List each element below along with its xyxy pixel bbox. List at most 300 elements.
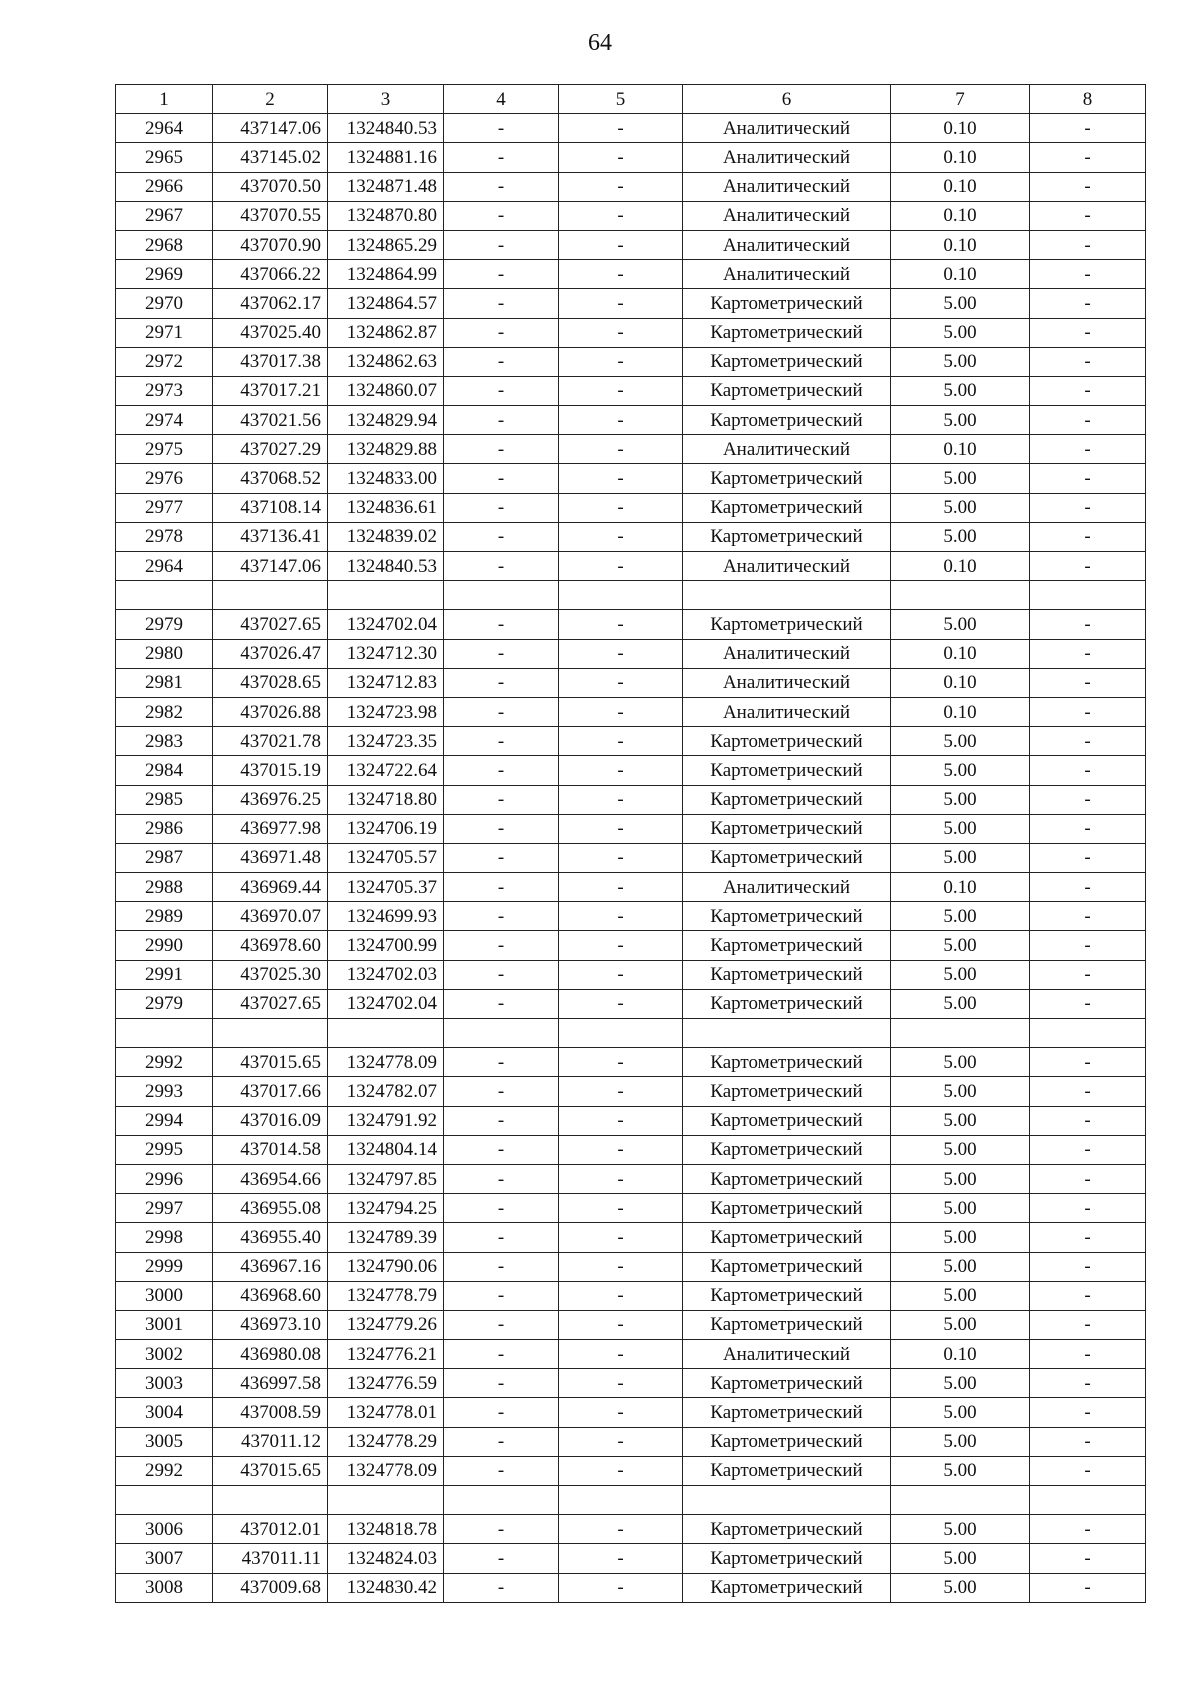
column-header: 2 bbox=[213, 85, 328, 114]
column-8-value: - bbox=[1030, 201, 1146, 230]
column-8-value: - bbox=[1030, 1427, 1146, 1456]
point-number: 2988 bbox=[116, 873, 213, 902]
coordinate-y: 1324700.99 bbox=[328, 931, 444, 960]
accuracy-value bbox=[891, 1019, 1030, 1048]
column-5-value: - bbox=[559, 493, 683, 522]
point-number: 2975 bbox=[116, 435, 213, 464]
column-5-value: - bbox=[559, 1252, 683, 1281]
coordinate-x: 437015.65 bbox=[213, 1048, 328, 1077]
column-4-value: - bbox=[444, 318, 559, 347]
method-value: Картометрический bbox=[683, 1427, 891, 1456]
column-5-value: - bbox=[559, 1223, 683, 1252]
column-4-value: - bbox=[444, 873, 559, 902]
point-number: 2981 bbox=[116, 668, 213, 697]
coordinate-y bbox=[328, 1486, 444, 1515]
coordinate-x: 437021.78 bbox=[213, 727, 328, 756]
column-5-value: - bbox=[559, 406, 683, 435]
method-value: Картометрический bbox=[683, 843, 891, 872]
column-4-value: - bbox=[444, 785, 559, 814]
coordinate-y: 1324871.48 bbox=[328, 172, 444, 201]
coordinate-y bbox=[328, 581, 444, 610]
accuracy-value: 0.10 bbox=[891, 230, 1030, 259]
column-5-value: - bbox=[559, 1106, 683, 1135]
accuracy-value: 5.00 bbox=[891, 1456, 1030, 1485]
accuracy-value: 5.00 bbox=[891, 1573, 1030, 1602]
coordinate-y: 1324865.29 bbox=[328, 230, 444, 259]
table-row bbox=[116, 1544, 1146, 1573]
column-8-value: - bbox=[1030, 697, 1146, 726]
accuracy-value: 5.00 bbox=[891, 1164, 1030, 1193]
table-row bbox=[116, 1456, 1146, 1485]
column-4-value: - bbox=[444, 1398, 559, 1427]
column-5-value: - bbox=[559, 610, 683, 639]
coordinate-y: 1324818.78 bbox=[328, 1515, 444, 1544]
table-row bbox=[116, 347, 1146, 376]
column-4-value: - bbox=[444, 931, 559, 960]
column-5-value: - bbox=[559, 756, 683, 785]
point-number: 3005 bbox=[116, 1427, 213, 1456]
point-number: 2995 bbox=[116, 1135, 213, 1164]
coordinate-x: 437012.01 bbox=[213, 1515, 328, 1544]
column-5-value: - bbox=[559, 1369, 683, 1398]
column-5-value: - bbox=[559, 1281, 683, 1310]
column-8-value bbox=[1030, 1486, 1146, 1515]
accuracy-value bbox=[891, 581, 1030, 610]
method-value: Аналитический bbox=[683, 201, 891, 230]
method-value: Картометрический bbox=[683, 464, 891, 493]
coordinate-x: 437027.65 bbox=[213, 989, 328, 1018]
column-5-value: - bbox=[559, 201, 683, 230]
coordinate-x: 437011.12 bbox=[213, 1427, 328, 1456]
accuracy-value: 5.00 bbox=[891, 1515, 1030, 1544]
coordinate-x: 436977.98 bbox=[213, 814, 328, 843]
accuracy-value: 5.00 bbox=[891, 1252, 1030, 1281]
coordinate-y: 1324776.59 bbox=[328, 1369, 444, 1398]
column-header: 4 bbox=[444, 85, 559, 114]
coordinate-x: 436976.25 bbox=[213, 785, 328, 814]
coordinate-x: 437147.06 bbox=[213, 552, 328, 581]
column-8-value: - bbox=[1030, 172, 1146, 201]
column-8-value: - bbox=[1030, 873, 1146, 902]
method-value: Аналитический bbox=[683, 1340, 891, 1369]
column-4-value: - bbox=[444, 260, 559, 289]
table-row bbox=[116, 1194, 1146, 1223]
method-value: Картометрический bbox=[683, 610, 891, 639]
point-number: 2964 bbox=[116, 114, 213, 143]
column-5-value: - bbox=[559, 1048, 683, 1077]
column-8-value: - bbox=[1030, 989, 1146, 1018]
column-4-value: - bbox=[444, 1048, 559, 1077]
column-8-value: - bbox=[1030, 1515, 1146, 1544]
column-4-value: - bbox=[444, 1427, 559, 1456]
accuracy-value: 5.00 bbox=[891, 1106, 1030, 1135]
accuracy-value: 5.00 bbox=[891, 1310, 1030, 1339]
table-row bbox=[116, 814, 1146, 843]
table-row bbox=[116, 1048, 1146, 1077]
coordinate-x: 437026.88 bbox=[213, 697, 328, 726]
point-number: 2977 bbox=[116, 493, 213, 522]
column-5-value: - bbox=[559, 318, 683, 347]
column-4-value: - bbox=[444, 902, 559, 931]
coordinate-x: 436978.60 bbox=[213, 931, 328, 960]
column-8-value: - bbox=[1030, 1544, 1146, 1573]
coordinate-y: 1324705.37 bbox=[328, 873, 444, 902]
column-5-value: - bbox=[559, 785, 683, 814]
accuracy-value: 5.00 bbox=[891, 522, 1030, 551]
column-8-value: - bbox=[1030, 610, 1146, 639]
column-header: 1 bbox=[116, 85, 213, 114]
column-8-value: - bbox=[1030, 289, 1146, 318]
column-4-value: - bbox=[444, 989, 559, 1018]
column-8-value: - bbox=[1030, 814, 1146, 843]
column-5-value: - bbox=[559, 727, 683, 756]
table-row bbox=[116, 1340, 1146, 1369]
point-number: 2992 bbox=[116, 1456, 213, 1485]
method-value: Аналитический bbox=[683, 143, 891, 172]
column-8-value: - bbox=[1030, 522, 1146, 551]
table-row bbox=[116, 1077, 1146, 1106]
table-row bbox=[116, 1223, 1146, 1252]
accuracy-value: 5.00 bbox=[891, 376, 1030, 405]
point-number: 2979 bbox=[116, 610, 213, 639]
accuracy-value: 5.00 bbox=[891, 756, 1030, 785]
table-row bbox=[116, 610, 1146, 639]
column-8-value: - bbox=[1030, 727, 1146, 756]
accuracy-value: 5.00 bbox=[891, 902, 1030, 931]
point-number: 2984 bbox=[116, 756, 213, 785]
column-5-value: - bbox=[559, 260, 683, 289]
method-value: Картометрический bbox=[683, 785, 891, 814]
coordinate-y: 1324881.16 bbox=[328, 143, 444, 172]
coordinate-y: 1324862.63 bbox=[328, 347, 444, 376]
coordinate-x: 437066.22 bbox=[213, 260, 328, 289]
coordinate-y: 1324778.09 bbox=[328, 1048, 444, 1077]
table-header-row bbox=[116, 85, 1146, 114]
accuracy-value: 5.00 bbox=[891, 1194, 1030, 1223]
point-number: 2966 bbox=[116, 172, 213, 201]
column-5-value: - bbox=[559, 172, 683, 201]
coordinate-x: 437016.09 bbox=[213, 1106, 328, 1135]
coordinate-x: 437062.17 bbox=[213, 289, 328, 318]
column-5-value: - bbox=[559, 1194, 683, 1223]
table-row bbox=[116, 376, 1146, 405]
coordinates-table bbox=[115, 84, 1146, 1603]
column-5-value: - bbox=[559, 289, 683, 318]
method-value: Картометрический bbox=[683, 1106, 891, 1135]
column-8-value: - bbox=[1030, 1223, 1146, 1252]
table-row bbox=[116, 785, 1146, 814]
accuracy-value: 5.00 bbox=[891, 464, 1030, 493]
method-value: Картометрический bbox=[683, 1369, 891, 1398]
coordinate-x: 436954.66 bbox=[213, 1164, 328, 1193]
column-8-value: - bbox=[1030, 1135, 1146, 1164]
accuracy-value: 5.00 bbox=[891, 406, 1030, 435]
coordinate-x: 437015.19 bbox=[213, 756, 328, 785]
method-value: Аналитический bbox=[683, 697, 891, 726]
column-5-value: - bbox=[559, 668, 683, 697]
accuracy-value: 0.10 bbox=[891, 639, 1030, 668]
table-row bbox=[116, 1398, 1146, 1427]
coordinate-y: 1324797.85 bbox=[328, 1164, 444, 1193]
table-row bbox=[116, 727, 1146, 756]
coordinate-x: 437108.14 bbox=[213, 493, 328, 522]
column-8-value: - bbox=[1030, 260, 1146, 289]
table-row bbox=[116, 201, 1146, 230]
method-value: Картометрический bbox=[683, 960, 891, 989]
coordinate-y: 1324836.61 bbox=[328, 493, 444, 522]
method-value: Картометрический bbox=[683, 1048, 891, 1077]
method-value: Картометрический bbox=[683, 1223, 891, 1252]
table-row bbox=[116, 1281, 1146, 1310]
coordinate-x: 437011.11 bbox=[213, 1544, 328, 1573]
column-4-value: - bbox=[444, 230, 559, 259]
method-value: Картометрический bbox=[683, 1135, 891, 1164]
page-number: 64 bbox=[588, 30, 612, 56]
coordinate-x: 437068.52 bbox=[213, 464, 328, 493]
point-number: 2996 bbox=[116, 1164, 213, 1193]
table-row bbox=[116, 406, 1146, 435]
coordinate-y: 1324804.14 bbox=[328, 1135, 444, 1164]
method-value: Аналитический bbox=[683, 114, 891, 143]
coordinate-y: 1324860.07 bbox=[328, 376, 444, 405]
coordinate-y: 1324778.79 bbox=[328, 1281, 444, 1310]
column-4-value: - bbox=[444, 1194, 559, 1223]
coordinate-y: 1324824.03 bbox=[328, 1544, 444, 1573]
method-value: Аналитический bbox=[683, 873, 891, 902]
column-4-value: - bbox=[444, 376, 559, 405]
column-5-value: - bbox=[559, 522, 683, 551]
column-8-value: - bbox=[1030, 376, 1146, 405]
method-value: Картометрический bbox=[683, 756, 891, 785]
method-value bbox=[683, 1019, 891, 1048]
point-number: 2976 bbox=[116, 464, 213, 493]
column-4-value: - bbox=[444, 522, 559, 551]
accuracy-value: 5.00 bbox=[891, 1398, 1030, 1427]
coordinate-y: 1324833.00 bbox=[328, 464, 444, 493]
point-number: 3000 bbox=[116, 1281, 213, 1310]
column-5-value: - bbox=[559, 873, 683, 902]
column-5-value bbox=[559, 581, 683, 610]
column-4-value: - bbox=[444, 668, 559, 697]
column-4-value: - bbox=[444, 1456, 559, 1485]
coordinate-y: 1324790.06 bbox=[328, 1252, 444, 1281]
point-number: 3004 bbox=[116, 1398, 213, 1427]
point-number bbox=[116, 1486, 213, 1515]
accuracy-value: 5.00 bbox=[891, 1427, 1030, 1456]
column-8-value: - bbox=[1030, 406, 1146, 435]
point-number: 2987 bbox=[116, 843, 213, 872]
column-5-value: - bbox=[559, 1573, 683, 1602]
table-row bbox=[116, 1106, 1146, 1135]
column-8-value: - bbox=[1030, 1164, 1146, 1193]
point-number: 2978 bbox=[116, 522, 213, 551]
point-number: 2992 bbox=[116, 1048, 213, 1077]
coordinate-x: 437070.50 bbox=[213, 172, 328, 201]
coordinate-x: 437070.90 bbox=[213, 230, 328, 259]
column-8-value: - bbox=[1030, 756, 1146, 785]
table-row bbox=[116, 1164, 1146, 1193]
table-row bbox=[116, 289, 1146, 318]
coordinate-y: 1324789.39 bbox=[328, 1223, 444, 1252]
method-value: Картометрический bbox=[683, 1281, 891, 1310]
table-separator-row bbox=[116, 581, 1146, 610]
accuracy-value: 5.00 bbox=[891, 785, 1030, 814]
column-4-value: - bbox=[444, 610, 559, 639]
column-8-value: - bbox=[1030, 1340, 1146, 1369]
column-8-value: - bbox=[1030, 931, 1146, 960]
point-number: 3003 bbox=[116, 1369, 213, 1398]
column-4-value: - bbox=[444, 727, 559, 756]
column-4-value: - bbox=[444, 289, 559, 318]
accuracy-value: 5.00 bbox=[891, 989, 1030, 1018]
table-row bbox=[116, 260, 1146, 289]
coordinate-y: 1324702.04 bbox=[328, 610, 444, 639]
point-number: 2980 bbox=[116, 639, 213, 668]
coordinate-y: 1324776.21 bbox=[328, 1340, 444, 1369]
point-number: 2974 bbox=[116, 406, 213, 435]
coordinate-y: 1324712.83 bbox=[328, 668, 444, 697]
column-4-value: - bbox=[444, 814, 559, 843]
method-value: Аналитический bbox=[683, 172, 891, 201]
method-value: Аналитический bbox=[683, 639, 891, 668]
column-5-value: - bbox=[559, 1135, 683, 1164]
column-4-value: - bbox=[444, 1106, 559, 1135]
column-5-value: - bbox=[559, 639, 683, 668]
column-8-value bbox=[1030, 581, 1146, 610]
column-5-value: - bbox=[559, 1077, 683, 1106]
accuracy-value: 0.10 bbox=[891, 668, 1030, 697]
column-8-value: - bbox=[1030, 1398, 1146, 1427]
table-row bbox=[116, 464, 1146, 493]
method-value bbox=[683, 581, 891, 610]
coordinate-y: 1324864.57 bbox=[328, 289, 444, 318]
point-number: 2986 bbox=[116, 814, 213, 843]
column-4-value: - bbox=[444, 1164, 559, 1193]
coordinate-y: 1324723.35 bbox=[328, 727, 444, 756]
column-8-value: - bbox=[1030, 464, 1146, 493]
column-8-value: - bbox=[1030, 1194, 1146, 1223]
coordinate-x: 437014.58 bbox=[213, 1135, 328, 1164]
coordinate-x: 437070.55 bbox=[213, 201, 328, 230]
column-8-value: - bbox=[1030, 1369, 1146, 1398]
table-row bbox=[116, 1135, 1146, 1164]
method-value bbox=[683, 1486, 891, 1515]
coordinate-x: 436955.40 bbox=[213, 1223, 328, 1252]
point-number: 2971 bbox=[116, 318, 213, 347]
method-value: Картометрический bbox=[683, 814, 891, 843]
column-4-value bbox=[444, 1486, 559, 1515]
method-value: Картометрический bbox=[683, 289, 891, 318]
column-4-value: - bbox=[444, 1369, 559, 1398]
method-value: Картометрический bbox=[683, 1164, 891, 1193]
point-number: 2972 bbox=[116, 347, 213, 376]
coordinate-x: 437017.21 bbox=[213, 376, 328, 405]
table-row bbox=[116, 1310, 1146, 1339]
coordinate-y: 1324705.57 bbox=[328, 843, 444, 872]
coordinate-x: 437147.06 bbox=[213, 114, 328, 143]
column-header: 7 bbox=[891, 85, 1030, 114]
accuracy-value: 5.00 bbox=[891, 318, 1030, 347]
column-5-value: - bbox=[559, 1456, 683, 1485]
column-5-value: - bbox=[559, 1310, 683, 1339]
column-4-value: - bbox=[444, 552, 559, 581]
coordinate-x: 437008.59 bbox=[213, 1398, 328, 1427]
column-4-value bbox=[444, 581, 559, 610]
table-row bbox=[116, 1573, 1146, 1602]
coordinate-x: 437009.68 bbox=[213, 1573, 328, 1602]
column-4-value bbox=[444, 1019, 559, 1048]
column-header: 8 bbox=[1030, 85, 1146, 114]
column-5-value: - bbox=[559, 1164, 683, 1193]
column-5-value: - bbox=[559, 143, 683, 172]
coordinate-x: 437028.65 bbox=[213, 668, 328, 697]
table-row bbox=[116, 1427, 1146, 1456]
column-header: 6 bbox=[683, 85, 891, 114]
coordinate-x: 436971.48 bbox=[213, 843, 328, 872]
coordinate-y: 1324794.25 bbox=[328, 1194, 444, 1223]
point-number: 3006 bbox=[116, 1515, 213, 1544]
coordinate-x: 436968.60 bbox=[213, 1281, 328, 1310]
column-5-value: - bbox=[559, 1340, 683, 1369]
accuracy-value: 5.00 bbox=[891, 610, 1030, 639]
column-4-value: - bbox=[444, 1310, 559, 1339]
method-value: Аналитический bbox=[683, 552, 891, 581]
coordinate-y: 1324722.64 bbox=[328, 756, 444, 785]
method-value: Картометрический bbox=[683, 1398, 891, 1427]
table-separator-row bbox=[116, 1019, 1146, 1048]
accuracy-value: 5.00 bbox=[891, 1135, 1030, 1164]
table-row bbox=[116, 1369, 1146, 1398]
column-4-value: - bbox=[444, 1340, 559, 1369]
column-4-value: - bbox=[444, 1573, 559, 1602]
coordinate-y: 1324870.80 bbox=[328, 201, 444, 230]
point-number bbox=[116, 581, 213, 610]
coordinate-y: 1324706.19 bbox=[328, 814, 444, 843]
column-8-value: - bbox=[1030, 230, 1146, 259]
column-5-value: - bbox=[559, 931, 683, 960]
method-value: Картометрический bbox=[683, 522, 891, 551]
coordinate-x: 437026.47 bbox=[213, 639, 328, 668]
point-number: 2998 bbox=[116, 1223, 213, 1252]
coordinate-x: 437025.30 bbox=[213, 960, 328, 989]
accuracy-value: 5.00 bbox=[891, 1223, 1030, 1252]
column-5-value: - bbox=[559, 989, 683, 1018]
point-number: 2983 bbox=[116, 727, 213, 756]
table-row bbox=[116, 143, 1146, 172]
table-row bbox=[116, 902, 1146, 931]
column-4-value: - bbox=[444, 1135, 559, 1164]
column-4-value: - bbox=[444, 493, 559, 522]
column-8-value: - bbox=[1030, 960, 1146, 989]
table-row bbox=[116, 552, 1146, 581]
point-number: 3002 bbox=[116, 1340, 213, 1369]
accuracy-value: 0.10 bbox=[891, 201, 1030, 230]
point-number: 3001 bbox=[116, 1310, 213, 1339]
coordinate-y: 1324778.01 bbox=[328, 1398, 444, 1427]
column-4-value: - bbox=[444, 1544, 559, 1573]
column-8-value: - bbox=[1030, 1310, 1146, 1339]
point-number: 2999 bbox=[116, 1252, 213, 1281]
coordinate-x: 437015.65 bbox=[213, 1456, 328, 1485]
column-8-value: - bbox=[1030, 1077, 1146, 1106]
column-8-value: - bbox=[1030, 318, 1146, 347]
method-value: Аналитический bbox=[683, 435, 891, 464]
point-number: 2973 bbox=[116, 376, 213, 405]
method-value: Картометрический bbox=[683, 493, 891, 522]
point-number: 2994 bbox=[116, 1106, 213, 1135]
column-8-value: - bbox=[1030, 1456, 1146, 1485]
table-row bbox=[116, 493, 1146, 522]
